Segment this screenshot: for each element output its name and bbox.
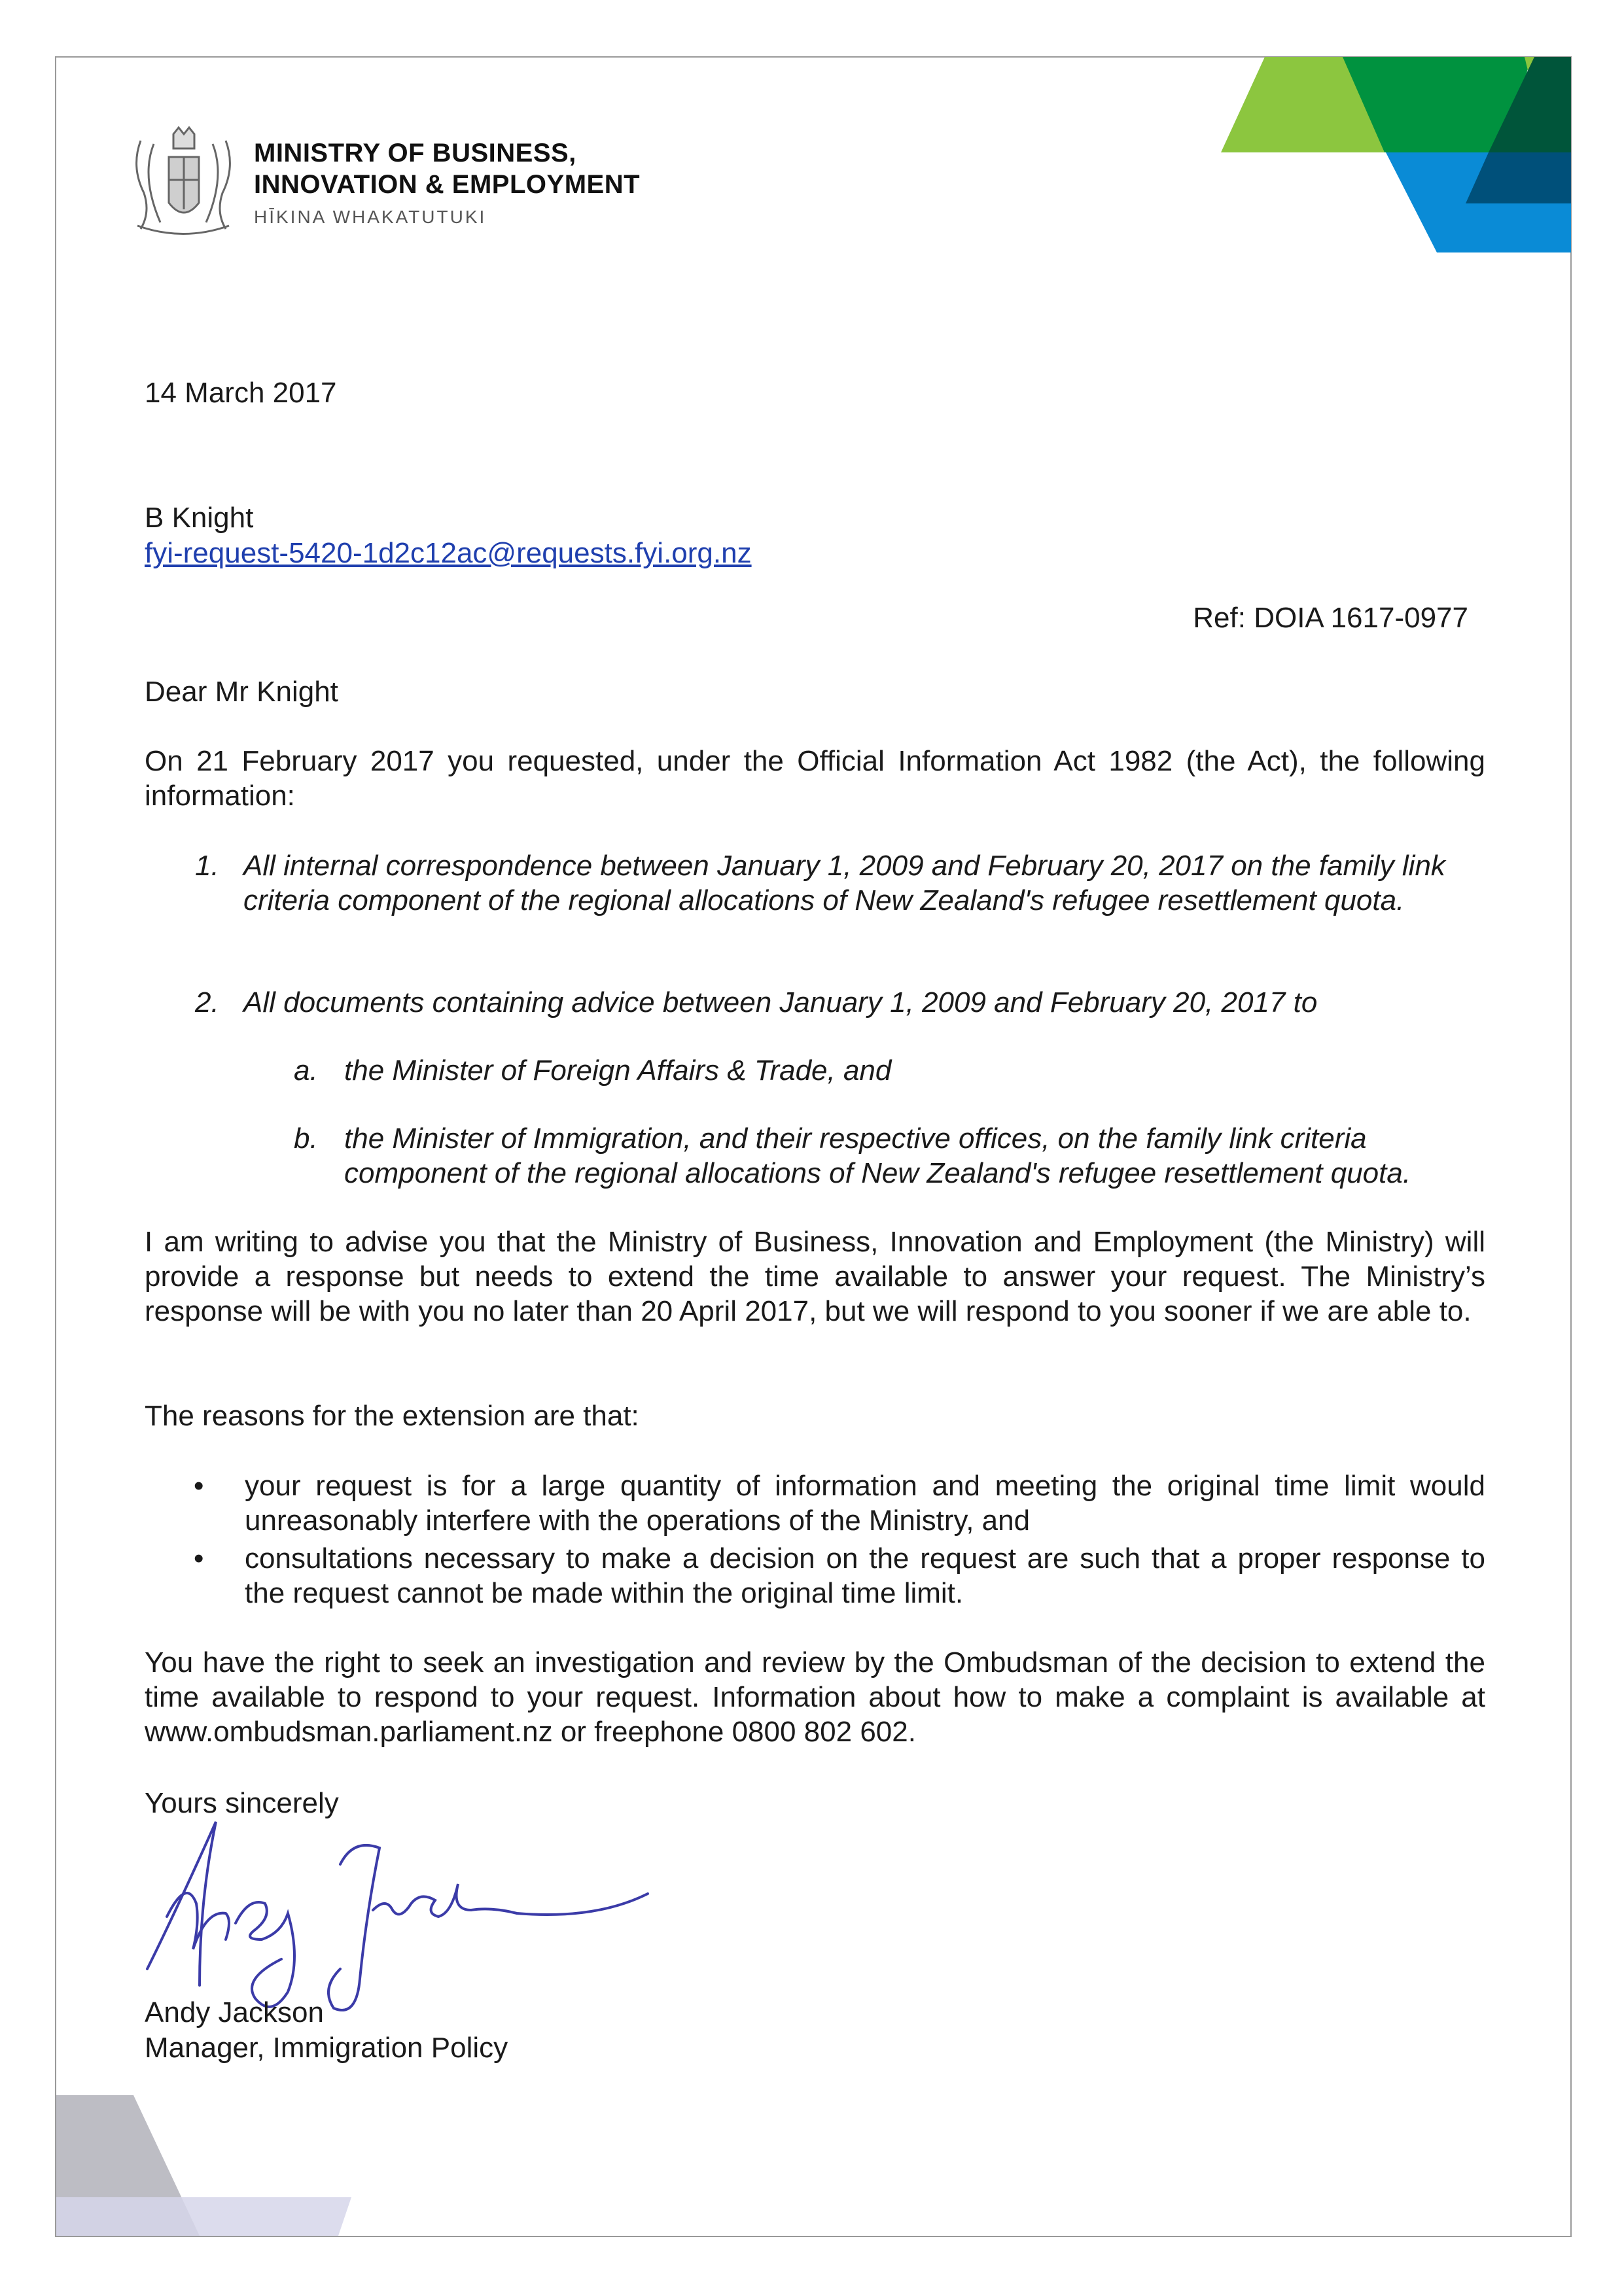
subitem: the Minister of Foreign Affairs & Trade, and — [344, 1054, 892, 1087]
ombudsman-paragraph: You have the right to seek an investigation and review by the Ombudsman of the decision to extend the time available to respond to your request. Information about how to make a complaint is available at www.ombudsman.parliament.nz or freephone 0800 802 602. — [145, 1646, 1485, 1748]
intro-paragraph: On 21 February 2017 you requested, under the Official Information Act 1982 (the Act), the following information: — [145, 745, 1485, 812]
bullet-icon: • — [194, 1542, 204, 1574]
reason-item: your request is for a large quantity of information and meeting the original time limit would unreasonably interfere with the operations of the Ministry, and — [245, 1470, 1485, 1537]
org-name-line2: INNOVATION & EMPLOYMENT — [254, 170, 641, 199]
bullet-icon: • — [194, 1470, 204, 1502]
request-item: All internal correspondence between January 1, 2009 and February 20, 2017 on the family link criteria component of the regional allocations of New Zealand's refugee resettlement quota. — [243, 850, 1445, 916]
letter-date: 14 March 2017 — [145, 377, 337, 409]
salutation: Dear Mr Knight — [145, 676, 338, 708]
subitem: the Minister of Immigration, and their respective offices, on the family link criteria component of the regional allocations of New Zealand's refugee resettlement quota. — [344, 1122, 1411, 1189]
subitem-letter: a. — [294, 1054, 318, 1087]
request-item: All documents containing advice between January 1, 2009 and February 20, 2017 to — [243, 986, 1318, 1018]
subitem-letter: b. — [294, 1122, 318, 1155]
org-maori-name: HĪKINA WHAKATUTUKI — [254, 207, 487, 227]
recipient-email-link[interactable]: fyi-request-5420-1d2c12ac@requests.fyi.org.nz — [145, 537, 752, 569]
request-number: 1. — [195, 850, 219, 882]
reference-number: Ref: DOIA 1617-0977 — [1193, 602, 1468, 634]
signer-title: Manager, Immigration Policy — [145, 2032, 508, 2064]
request-number: 2. — [195, 986, 219, 1018]
org-name-line1: MINISTRY OF BUSINESS, — [254, 139, 576, 167]
recipient-name: B Knight — [145, 502, 254, 534]
advise-paragraph: I am writing to advise you that the Ministry of Business, Innovation and Employment (the Ministry) will provide a response but needs to extend the time available to answer your request. The Ministry’s response will be with you no later than 20 April 2017, but we will respond to you sooner if we are able to. — [145, 1226, 1485, 1327]
signer-name: Andy Jackson — [145, 1996, 324, 2028]
org-name — [254, 137, 640, 200]
reason-item: consultations necessary to make a decision on the request are such that a proper response to the request cannot be made within the original time limit. — [245, 1542, 1485, 1609]
reasons-intro: The reasons for the extension are that: — [145, 1400, 639, 1432]
closing: Yours sincerely — [145, 1787, 339, 1819]
